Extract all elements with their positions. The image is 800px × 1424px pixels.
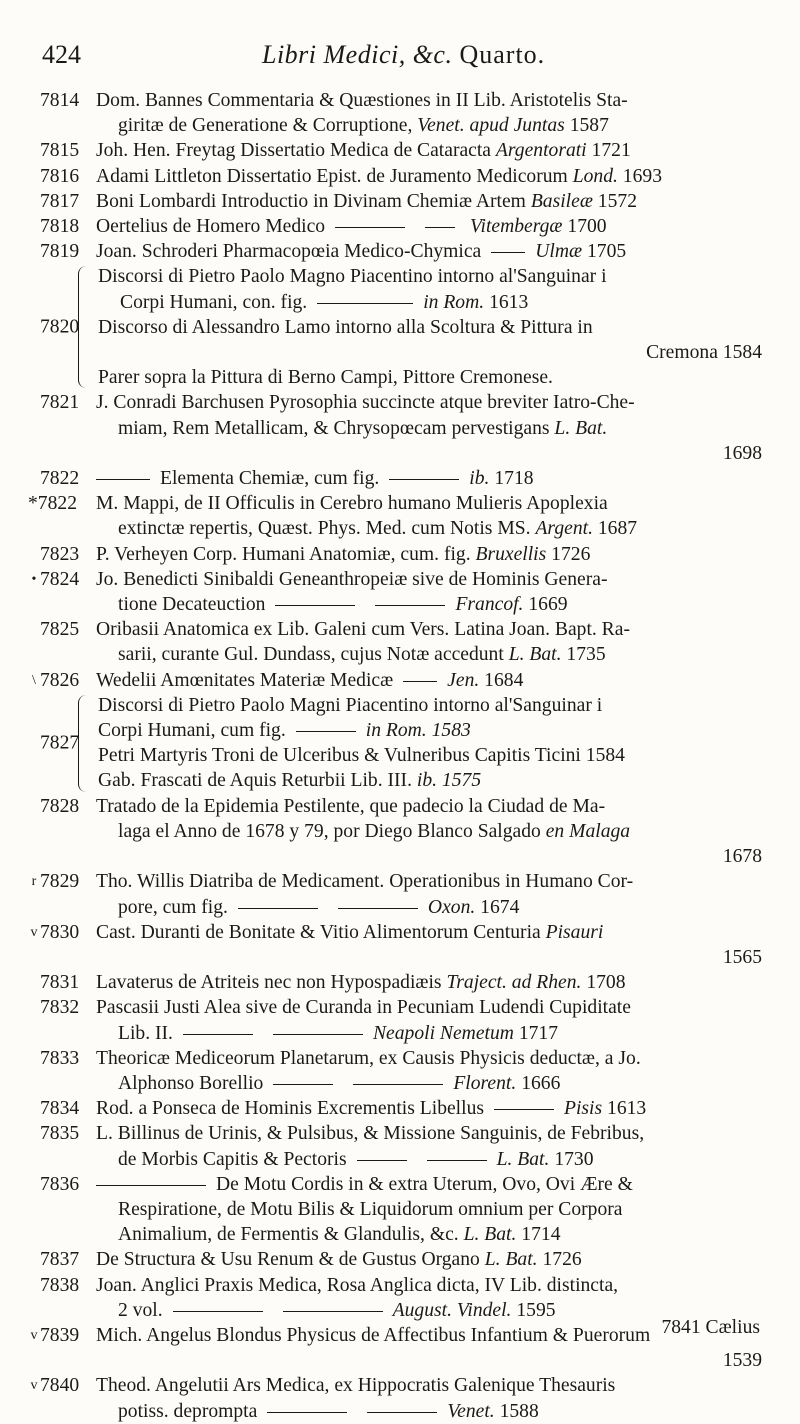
leader-rule [283, 1311, 383, 1312]
leader-rule [491, 252, 525, 253]
imprint-place: L. Bat. [508, 644, 562, 666]
imprint-place: Traject. ad Rhen. [446, 972, 582, 994]
imprint-year: 1708 [586, 972, 626, 994]
margin-mark: \ [32, 672, 36, 688]
entry-line: Cremona 1584 [646, 342, 762, 364]
imprint-year: 1730 [554, 1148, 594, 1170]
lot-number: 7819 [40, 241, 80, 263]
imprint-place: Pisauri [545, 921, 604, 943]
entry-line: Discorsi di Pietro Paolo Magni Piacentino intorno al'Sanguinar i [98, 694, 603, 716]
entry-line-text: Wedelii Amœnitates Materiæ Medicæ [96, 669, 394, 691]
imprint-place: Francof. [455, 594, 524, 616]
lot-number: 7814 [40, 90, 80, 111]
entry-line [96, 189, 762, 214]
catalogue-entry [26, 668, 762, 693]
imprint-year: 1735 [566, 644, 606, 666]
imprint-year: 1678 [722, 846, 762, 868]
entry-line-text: Lib. II. [118, 1022, 173, 1044]
entry-line-text: De Structura & Usu Renum & de Gustus Organo [96, 1249, 480, 1271]
entry-line [96, 1147, 762, 1172]
leader-rule [273, 1034, 363, 1035]
catalogue-entry [26, 1273, 762, 1323]
catalogue-entry [26, 1247, 762, 1272]
imprint-year: 1726 [551, 543, 591, 565]
imprint-place: L. Bat. [484, 1249, 538, 1271]
lot-number: 7824 [40, 568, 80, 590]
imprint-year: 1721 [591, 140, 631, 162]
catalogue-entries [26, 88, 762, 1424]
entry-line-text: Joan. Schroderi Pharmacopœia Medico-Chymica [96, 241, 482, 263]
entry-line [96, 516, 762, 541]
leader-rule [375, 605, 445, 606]
imprint-place: Oxon. [427, 896, 476, 918]
imprint-year: 1669 [528, 594, 568, 616]
entry-line: Tratado de la Epidemia Pestilente, que padecio la Ciudad de Ma- [96, 795, 606, 817]
page-number: 424 [42, 40, 81, 69]
imprint-year: 1587 [569, 115, 609, 137]
catalogue-entry [26, 88, 762, 138]
leader-rule [353, 1084, 443, 1085]
catalogue-entry [26, 567, 762, 617]
entry-line-text: sarii, curante Gul. Dundass, cujus Notæ accedunt [118, 644, 504, 666]
imprint-year: 1718 [494, 468, 534, 490]
imprint-place: Neapoli Nemetum [372, 1022, 514, 1044]
catalogue-entry [26, 1121, 762, 1171]
catalogue-entry [26, 390, 762, 466]
entry-line [96, 1071, 762, 1096]
entry-line [96, 416, 762, 441]
entry-line [96, 920, 762, 945]
lot-number: *7822 [28, 493, 77, 515]
imprint-year: 1705 [586, 241, 627, 263]
leader-rule [267, 1412, 347, 1413]
entry-line [96, 1096, 762, 1121]
imprint-year: 1714 [521, 1224, 561, 1246]
entry-line: J. Conradi Barchusen Pyrosophia succincte atque breviter Iatro-Che- [96, 392, 635, 414]
imprint-year: 1700 [567, 216, 607, 238]
catalogue-entry [26, 542, 762, 567]
grouping-brace [78, 266, 93, 388]
entry-line: Respiratione, de Motu Bilis & Liquidorum omnium per Corpora [118, 1198, 623, 1220]
catalogue-entry [26, 617, 762, 667]
leader-rule [357, 1160, 407, 1161]
catchword: 7841 Cælius [661, 1317, 760, 1338]
entry-line [96, 542, 762, 567]
imprint-year: 1595 [516, 1299, 556, 1321]
entry-line [96, 819, 762, 844]
leader-rule [275, 605, 355, 606]
entry-line [96, 895, 762, 920]
catalogue-entry [26, 189, 762, 214]
entry-line: Oribasii Anatomica ex Lib. Galeni cum Vers. Latina Joan. Bapt. Ra- [96, 619, 630, 641]
imprint-place: Lond. [572, 165, 618, 187]
imprint-place: Basileæ [530, 190, 593, 212]
imprint-place: en Malaga [545, 820, 631, 842]
imprint-year: 1687 [597, 518, 638, 540]
imprint-place: Jen. [447, 669, 480, 691]
imprint-place: Venet. apud Juntas [417, 115, 565, 137]
lot-number: 7832 [40, 997, 80, 1019]
entry-line [96, 642, 762, 667]
entry-line [96, 970, 762, 995]
leader-rule [317, 303, 413, 304]
entry-line: L. Billinus de Urinis, & Pulsibus, & Missione Sanguinis, de Febribus, [96, 1123, 645, 1145]
entry-line [98, 718, 762, 743]
entry-line-text: laga el Anno de 1678 y 79, por Diego Blanco Salgado [118, 820, 541, 842]
lot-number: 7831 [40, 972, 80, 994]
imprint-year: 1684 [484, 669, 524, 691]
catalogue-entry [26, 794, 762, 870]
catalogue-entry [26, 1373, 762, 1423]
entry-line: Joan. Anglici Praxis Medica, Rosa Anglica dicta, IV Lib. distincta, [96, 1274, 619, 1296]
catalogue-entry [26, 239, 762, 264]
entry-line: M. Mappi, de II Officulis in Cerebro humano Mulieris Apoplexia [96, 493, 608, 515]
lot-number: 7840 [40, 1375, 80, 1397]
imprint-year: 1613 [489, 291, 529, 313]
entry-line: Pascasii Justi Alea sive de Curanda in Pecuniam Ludendi Cupiditate [96, 997, 631, 1019]
entry-line [96, 1021, 762, 1046]
catalogue-entry [26, 164, 762, 189]
leader-rule [425, 227, 455, 228]
imprint-year: 1588 [499, 1400, 539, 1422]
entry-line-text: extinctæ repertis, Quæst. Phys. Med. cum Notis MS. [118, 518, 531, 540]
ditto-rule [96, 1185, 206, 1186]
margin-mark: • [31, 571, 37, 587]
entry-line-text: tione Decateuction [118, 594, 266, 616]
entry-line [96, 113, 762, 138]
lot-number: 7820 [40, 316, 80, 338]
catalogue-entry [26, 920, 762, 970]
imprint-place: L. Bat. [496, 1148, 550, 1170]
grouping-brace [78, 695, 93, 792]
entry-line [96, 1247, 762, 1272]
entry-line-text: pore, cum fig. [118, 896, 228, 918]
leader-rule [403, 681, 437, 682]
imprint-year: 1693 [622, 165, 662, 187]
entry-line-text: P. Verheyen Corp. Humani Anatomiæ, cum. fig. [96, 543, 471, 565]
lot-number: 7815 [40, 140, 80, 162]
imprint-year: 1613 [607, 1098, 647, 1120]
entry-line [96, 1222, 762, 1247]
leader-rule [183, 1034, 253, 1035]
margin-mark: v [30, 924, 38, 940]
imprint-year: ib. 1575 [416, 770, 482, 792]
imprint-year: 1572 [597, 190, 637, 212]
entry-line [96, 164, 762, 189]
entry-line: Jo. Benedicti Sinibaldi Geneanthropeiæ sive de Hominis Genera- [96, 568, 608, 590]
entry-line-text: Boni Lombardi Introductio in Divinam Chemiæ Artem [96, 190, 526, 212]
running-title [262, 40, 545, 70]
catalogue-entry [26, 1323, 762, 1373]
leader-rule [338, 908, 418, 909]
catalogue-entry [26, 995, 762, 1045]
lot-number: 7823 [40, 543, 80, 565]
lot-number: 7835 [40, 1123, 80, 1145]
imprint-year: 1674 [480, 896, 520, 918]
entry-line [96, 592, 762, 617]
entry-line-text: Cast. Duranti de Bonitate & Vitio Alimentorum Centuria [96, 921, 541, 943]
entry-line-text: potiss. deprompta [118, 1400, 258, 1422]
entry-line-text: de Morbis Capitis & Pectoris [118, 1148, 347, 1170]
entry-line-text: Corpi Humani, con. fig. [120, 291, 308, 313]
imprint-place: Venet. [447, 1400, 495, 1422]
imprint-place: in Rom. [423, 291, 485, 313]
entry-line-text: Elementa Chemiæ, cum fig. [160, 468, 380, 490]
imprint-place: Bruxellis [475, 543, 547, 565]
entry-line-text: Animalium, de Fermentis & Glandulis, &c. [118, 1224, 459, 1246]
ditto-rule [96, 479, 150, 480]
imprint-year: 1717 [518, 1022, 559, 1044]
entry-line-text: Oertelius de Homero Medico [96, 216, 326, 238]
imprint-place: ib. [469, 468, 490, 490]
entry-line: Dom. Bannes Commentaria & Quæstiones in II Lib. Aristotelis Sta- [96, 90, 628, 111]
imprint-place: Argent. [535, 518, 593, 540]
lot-number: 7816 [40, 165, 80, 187]
entry-line [96, 1399, 762, 1424]
entry-line: Theoricæ Mediceorum Planetarum, ex Causis Physicis deductæ, a Jo. [96, 1047, 641, 1069]
entry-line-text: Corpi Humani, cum fig. [98, 720, 286, 742]
imprint-year: 1726 [542, 1249, 582, 1271]
entry-line [96, 466, 762, 491]
entry-line-text: giritæ de Generatione & Corruptione, [118, 115, 413, 137]
catalogue-entry [26, 214, 762, 239]
lot-number: 7839 [40, 1324, 80, 1346]
lot-number: 7837 [40, 1249, 80, 1271]
entry-line [96, 668, 762, 693]
lot-number: 7818 [40, 216, 80, 238]
leader-rule [173, 1311, 263, 1312]
imprint-place: August. Vindel. [392, 1299, 512, 1321]
imprint-year: 1565 [722, 946, 762, 968]
catalogue-entry [26, 869, 762, 919]
lot-number: 7826 [40, 669, 80, 691]
imprint-place: Pisis [564, 1098, 603, 1120]
section-label: Quarto. [459, 40, 546, 69]
lot-number: 7829 [40, 871, 80, 893]
lot-number: 7817 [40, 190, 80, 212]
lot-number: 7825 [40, 619, 80, 641]
lot-number: 7834 [40, 1098, 80, 1120]
entry-line-text: Adami Littleton Dissertatio Epist. de Juramento Medicorum [96, 165, 568, 187]
running-title-text: Libri Medici, &c. [262, 40, 453, 69]
catalogue-entry-group [26, 693, 762, 794]
entry-line: Discorsi di Pietro Paolo Magno Piacentino intorno al'Sanguinar i [98, 266, 607, 288]
entry-line: Tho. Willis Diatriba de Medicament. Operationibus in Humano Cor- [96, 871, 634, 893]
entry-line-text: miam, Rem Metallicam, & Chrysopœcam pervestigans [118, 417, 550, 439]
imprint-year: 1666 [521, 1072, 561, 1094]
imprint-year: 1539 [722, 1350, 762, 1372]
lot-number: 7836 [40, 1173, 80, 1195]
imprint-place: Ulmæ [535, 241, 583, 263]
imprint-place: in Rom. 1583 [365, 720, 471, 742]
catalogue-entry [26, 1046, 762, 1096]
leader-rule [427, 1160, 487, 1161]
lot-number: 7827 [40, 732, 80, 754]
catalogue-entry-group [26, 264, 762, 390]
entry-line-text: Lavaterus de Atriteis nec non Hypospadiæis [96, 972, 442, 994]
imprint-place: Florent. [453, 1072, 517, 1094]
entry-line-text: Gab. Frascati de Aquis Returbii Lib. III. [98, 770, 412, 792]
entry-line: Parer sopra la Pittura di Berno Campi, Pittore Cremonese. [98, 367, 553, 389]
entry-line [98, 768, 762, 793]
leader-rule [389, 479, 459, 480]
entry-line: Theod. Angelutii Ars Medica, ex Hippocratis Galenique Thesauris [96, 1375, 616, 1397]
imprint-place: Argentorati [495, 140, 587, 162]
entry-line-text: Joh. Hen. Freytag Dissertatio Medica de Cataracta [96, 140, 492, 162]
entry-line [96, 214, 762, 239]
leader-rule [494, 1109, 554, 1110]
entry-line [98, 290, 762, 315]
lot-number: 7821 [40, 392, 80, 414]
lot-number: 7822 [40, 468, 80, 490]
lot-number: 7830 [40, 921, 80, 943]
margin-mark: v [30, 1378, 38, 1394]
imprint-place: L. Bat. [554, 417, 608, 439]
lot-number: 7833 [40, 1047, 80, 1069]
lot-number: 7838 [40, 1274, 80, 1296]
entry-line [96, 1172, 762, 1197]
catalogue-entry [26, 1096, 762, 1121]
entry-line [96, 239, 762, 264]
catalogue-entry [26, 970, 762, 995]
entry-line: Discorso di Alessandro Lamo intorno alla Scoltura & Pittura in [98, 316, 593, 338]
leader-rule [296, 731, 356, 732]
entry-line-text: Alphonso Borellio [118, 1072, 264, 1094]
leader-rule [367, 1412, 437, 1413]
margin-mark: r [31, 874, 37, 890]
page-header [42, 40, 760, 84]
margin-mark: v [30, 1327, 38, 1343]
catalogue-entry [26, 466, 762, 491]
entry-line-text: 2 vol. [118, 1299, 163, 1321]
imprint-year: 1698 [722, 442, 762, 464]
entry-line [96, 138, 762, 163]
lot-number: 7828 [40, 795, 80, 817]
leader-rule [335, 227, 405, 228]
leader-rule [273, 1084, 333, 1085]
entry-line: Mich. Angelus Blondus Physicus de Affectibus Infantium & Puerorum [96, 1324, 651, 1346]
catalogue-entry [26, 491, 762, 541]
leader-rule [238, 908, 318, 909]
entry-line: Petri Martyris Troni de Ulceribus & Vulneribus Capitis Ticini 1584 [98, 745, 625, 767]
entry-line-text: De Motu Cordis in & extra Uterum, Ovo, Ovi Ære & [216, 1173, 633, 1195]
imprint-place: Vitembergæ [469, 216, 563, 238]
catalogue-entry [26, 1172, 762, 1248]
entry-line-text: Rod. a Ponseca de Hominis Excrementis Libellus [96, 1098, 484, 1120]
catalogue-entry [26, 138, 762, 163]
imprint-place: L. Bat. [463, 1224, 517, 1246]
